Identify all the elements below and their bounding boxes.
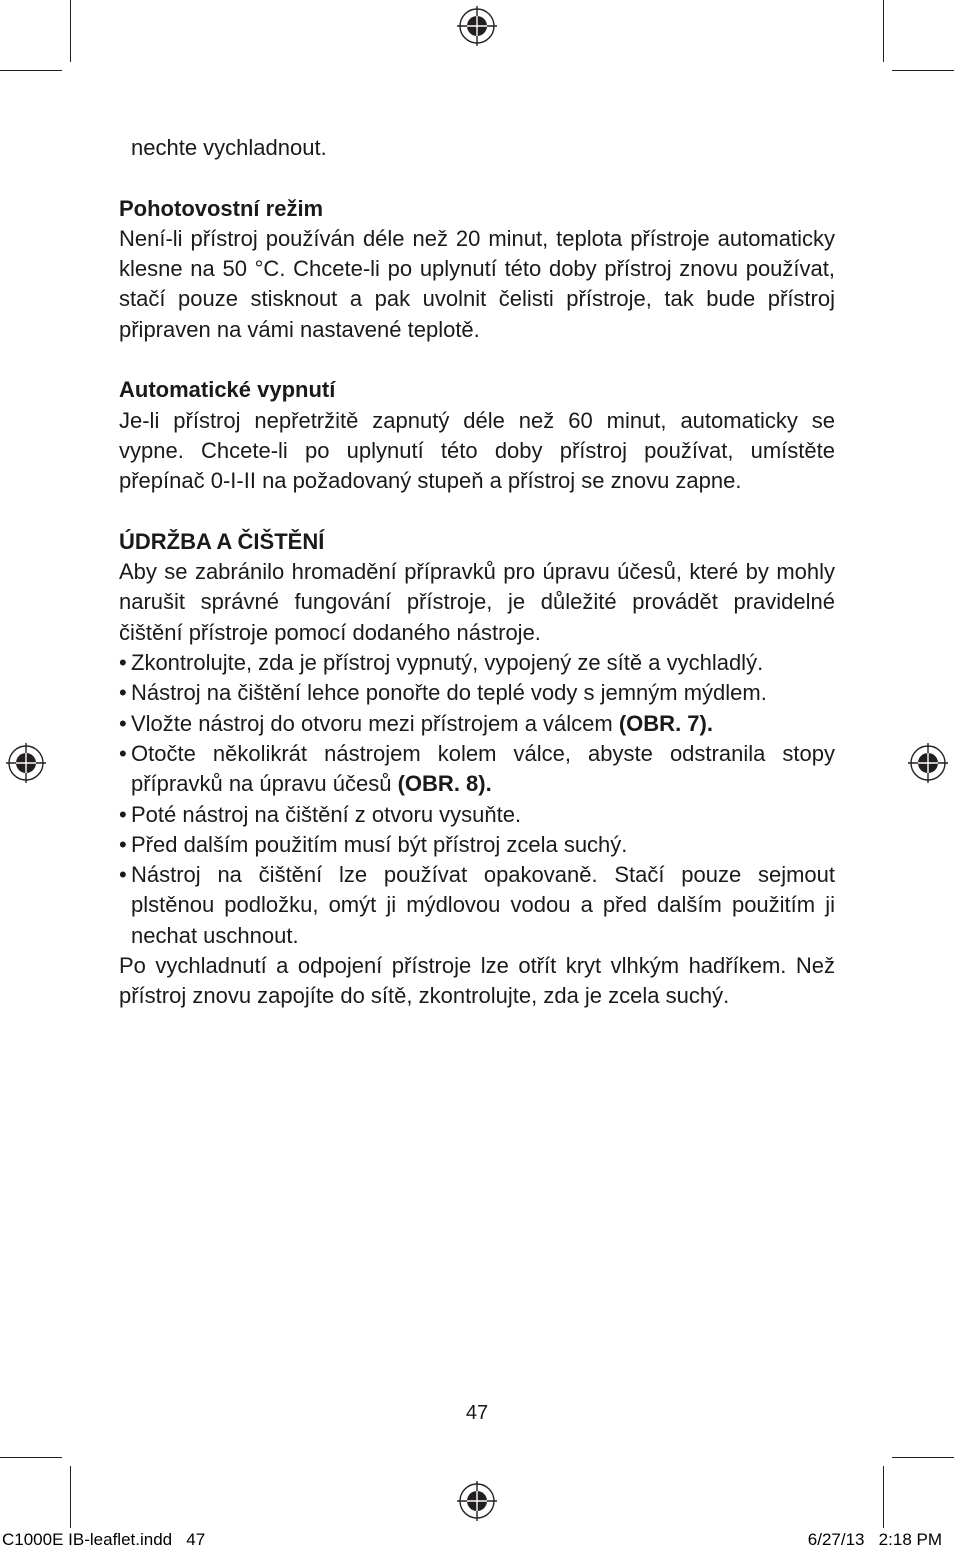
crop-mark-top-right-horizontal [892,70,954,71]
figure-reference: (OBR. 7). [618,710,713,736]
list-item [119,678,835,708]
list-item-text: Vložte nástroj do otvoru mezi přístrojem a válcem [131,710,619,736]
bullet-marker: • [119,801,127,827]
crop-mark-top-right-vertical [883,0,884,62]
bullet-marker: • [119,680,127,706]
document-body [119,133,835,1012]
crop-mark-top-left-horizontal [0,70,62,71]
list-item-text: Nástroj na čištění lze používat opakovaně. Stačí pouze sejmout plstěnou podložku, omýt ji mýdlovou vodou a před dalším použitím ji nechat uschnout. [131,862,835,948]
list-item-text: Nástroj na čištění lehce ponořte do teplé vody s jemným mýdlem. [131,680,767,706]
print-slug-timestamp: 6/27/13 2:18 PM [807,1530,942,1549]
list-item [119,830,835,860]
list-item-text: Zkontrolujte, zda je přístroj vypnutý, vypojený ze sítě a vychladlý. [131,650,764,676]
crop-mark-bottom-left-vertical [70,1466,71,1528]
bullet-marker: • [119,831,127,857]
list-item [119,860,835,951]
crop-mark-bottom-left-horizontal [0,1457,62,1458]
list-item [119,800,835,830]
list-item-text: Poté nástroj na čištění z otvoru vysuňte. [131,801,522,827]
crop-mark-bottom-right-vertical [883,1466,884,1528]
list-item [119,648,835,678]
page-number: 47 [465,1402,489,1424]
section-heading-auto-off: Automatické vypnutí [119,377,336,403]
print-slug-filename: C1000E IB-leaflet.indd 47 [2,1530,206,1549]
section-body-maintenance: Aby se zabránilo hromadění přípravků pro úpravu účesů, které by mohly narušit správné fungování přístroje, je důležité provádět pravidelné čištění přístroje pomocí dodaného nástroje. [119,559,835,645]
section-heading-maintenance: ÚDRŽBA A ČIŠTĚNÍ [119,528,325,554]
crop-mark-bottom-right-horizontal [892,1457,954,1458]
closing-paragraph: Po vychladnutí a odpojení přístroje lze otřít kryt vlhkým hadříkem. Než přístroj znovu zapojíte do sítě, zkontrolujte, zda je zcela suchý. [119,953,835,1009]
maintenance-steps-list [119,648,835,951]
figure-reference: (OBR. 8). [397,771,492,797]
bullet-marker: • [119,862,127,888]
bullet-marker: • [119,740,127,766]
bullet-marker: • [119,650,127,676]
registration-target-icon [457,6,497,46]
registration-target-icon [908,743,948,783]
section-heading-standby: Pohotovostní režim [119,195,324,221]
registration-target-icon [457,1481,497,1521]
list-item-text: Před dalším použitím musí být přístroj zcela suchý. [131,831,628,857]
lead-continuation-text: nechte vychladnout. [131,135,327,160]
registration-target-icon [6,743,46,783]
section-body-standby: Není-li přístroj používán déle než 20 minut, teplota přístroje automaticky klesne na 50 °C. Chcete-li po uplynutí této doby přístroj znovu používat, stačí pouze stisknout a pak uvolnit čelisti přístroje, tak bude přístroj připraven na vámi nastavené teplotě. [119,225,835,342]
list-item-text: Otočte několikrát nástrojem kolem válce, abyste odstranila stopy přípravků na úpravu účesů [131,740,835,797]
list-item [119,739,835,800]
list-item [119,709,835,739]
section-body-auto-off: Je-li přístroj nepřetržitě zapnutý déle než 60 minut, automaticky se vypne. Chcete-li po uplynutí této doby přístroj používat, umístěte přepínač 0-I-II na požadovaný stupeň a přístroj se znovu zapne. [119,407,835,494]
bullet-marker: • [119,710,127,736]
crop-mark-top-left-vertical [70,0,71,62]
